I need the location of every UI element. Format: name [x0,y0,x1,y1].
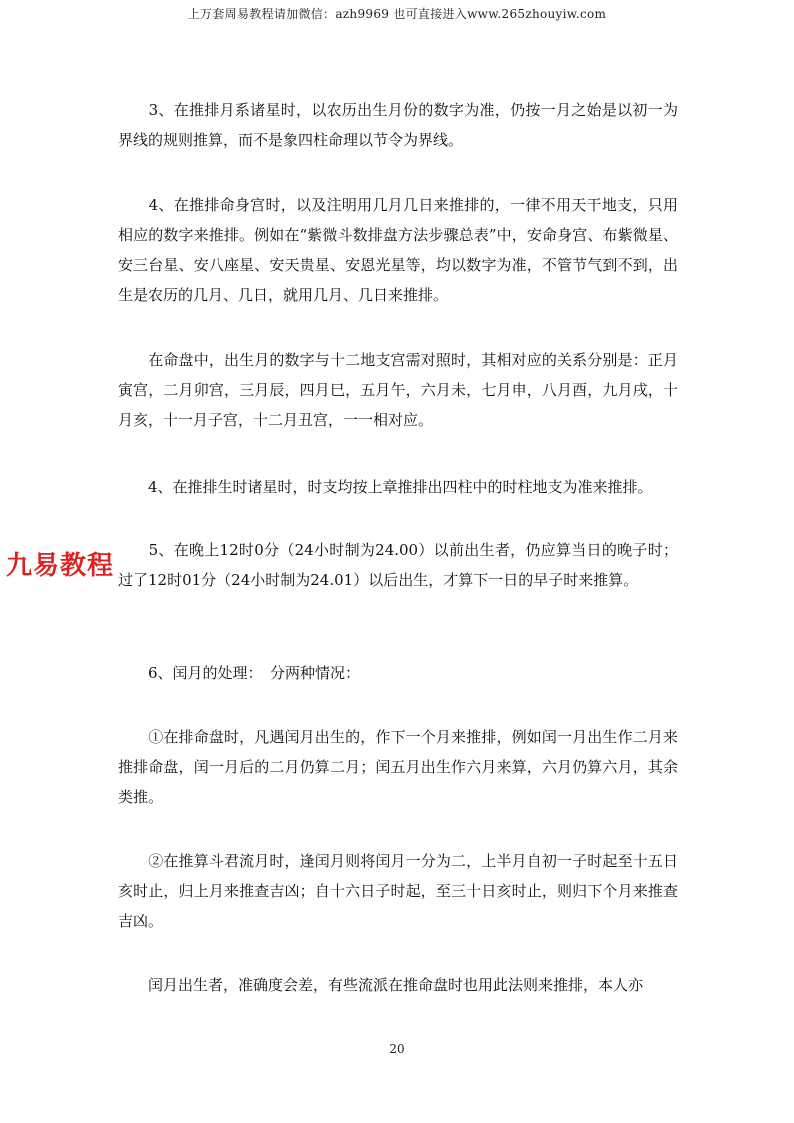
watermark-logo: 九易教程 [6,551,115,581]
paragraph-hour-stars: 4、在推排生时诸星时，时支均按上章推排出四柱中的时柱地支为准来推排。 [118,478,653,496]
paragraph-month-branch-mapping: 在命盘中，出生月的数字与十二地支宫需对照时，其相对应的关系分别是：正月寅宫，二月卯宫，三月辰，四月巳，五月午，六月未，七月申，八月酉，九月戌，十月亥，十一月子宫，十二月丑宫，一一相对应。 [118,351,678,429]
paragraph-leap-month-note: 闰月出生者，准确度会差，有些流派在推命盘时也用此法则来推排，本人亦 [118,976,644,994]
page-number: 20 [389,1042,405,1056]
paragraph-leap-month-rule-2: ②在推算斗君流月时，逢闰月则将闰月一分为二，上半月自初一子时起至十五日亥时止，归上月来推查吉凶；自十六日子时起，至三十日亥时止，则归下个月来推查吉凶。 [118,852,678,930]
paragraph-leap-month-rule-1: ①在排命盘时，凡遇闰月出生的，作下一个月来推排，例如闰一月出生作二月来推排命盘，闰一月后的二月仍算二月；闰五月出生作六月来算，六月仍算六月，其余类推。 [118,728,678,806]
paragraph-zi-hour: 5、在晚上12时0分（24小时制为24.00）以前出生者，仍应算当日的晚子时；过了12时01分（24小时制为24.01）以后出生，才算下一日的早子时来推算。 [118,541,678,589]
page-header: 上万套周易教程请加微信：azh9969 也可直接进入www.265zhouyiw.com [187,7,607,21]
paragraph-ming-shen-palace: 4、在推排命身宫时，以及注明用几月几日来推排的，一律不用天干地支，只用相应的数字来推排。例如在“紫微斗数排盘方法步骤总表”中，安命身宫、布紫微星、安三台星、安八座星、安天贵星、安恩光星等，均以数字为准，不管节气到不到，出生是农历的几月、几日，就用几月、几日来推排。 [118,196,678,304]
paragraph-leap-month-heading: 6、闰月的处理： 分两种情况： [118,664,361,682]
paragraph-month-stars: 3、在推排月系诸星时，以农历出生月份的数字为准，仍按一月之始是以初一为界线的规则推算，而不是象四柱命理以节令为界线。 [118,101,678,149]
